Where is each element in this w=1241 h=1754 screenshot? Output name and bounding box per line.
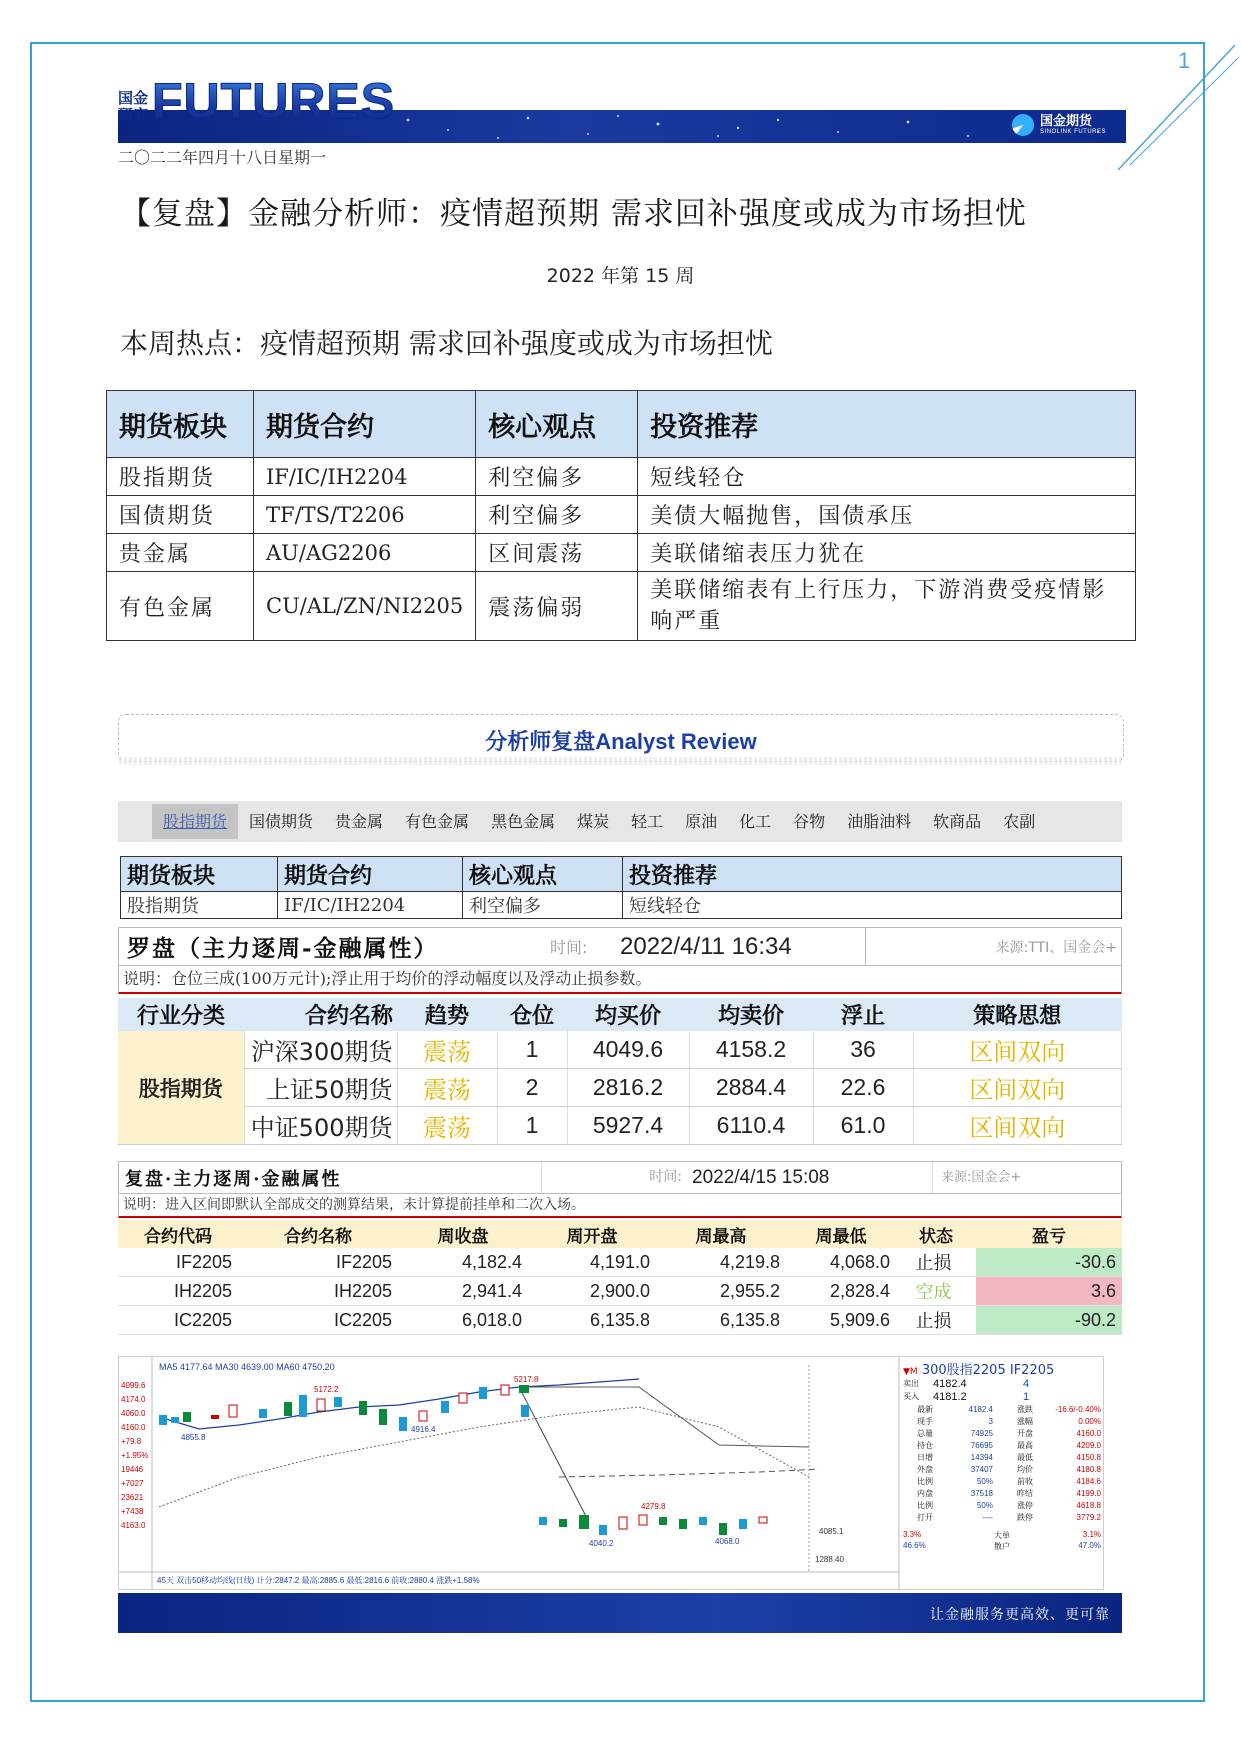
sector-cell: 股指期货: [107, 458, 254, 496]
trend-cell: 震荡: [397, 1031, 497, 1069]
left-label: 4099.6: [121, 1381, 146, 1390]
tab-stock-index[interactable]: 股指期货: [152, 804, 238, 839]
header-cell: 合约代码: [118, 1220, 238, 1248]
header-cell: 周开盘: [528, 1220, 656, 1248]
table-row: [118, 1107, 1122, 1145]
position-cell: 1: [497, 1031, 567, 1069]
avg-buy-cell: 2816.2: [567, 1069, 689, 1107]
position-cell: 2: [497, 1069, 567, 1107]
summary-header-row: [121, 857, 1122, 892]
peak-label: 4279.8: [641, 1502, 666, 1511]
source-label: 来源:国金会+: [932, 1162, 1121, 1193]
header-cell: 期货合约: [278, 857, 463, 892]
quote-row: [903, 1476, 1101, 1488]
header-cell: 核心观点: [463, 857, 623, 892]
header-cell: 周收盘: [398, 1220, 528, 1248]
quote-row: [903, 1464, 1101, 1476]
header-cell: 合约名称: [238, 1220, 398, 1248]
pnl-cell: -90.2: [976, 1306, 1122, 1335]
quote-label: 现手: [917, 1417, 933, 1426]
quote-value: 4618.8: [1076, 1501, 1101, 1510]
contract-name: 沪深300期货: [244, 1031, 397, 1069]
bottom-ratio-row: [903, 1530, 1101, 1541]
sell-row: [903, 1378, 1101, 1391]
contract-cell: TF/TS/T2206: [254, 496, 476, 534]
contract-cell: IF/IC/IH2204: [254, 458, 476, 496]
pnl-cell: -30.6: [976, 1248, 1122, 1277]
quote-value: 74925: [970, 1429, 993, 1438]
buy-price: 4181.2: [933, 1391, 967, 1403]
weekly-header-row: [118, 1220, 1122, 1248]
retail-label: 散户: [994, 1542, 1010, 1551]
week-high: 4,219.8: [656, 1248, 786, 1277]
header-cell: 策略思想: [913, 998, 1122, 1031]
sell-volume: 4: [1023, 1378, 1030, 1390]
buy-row: [903, 1391, 1101, 1404]
quote-row: [903, 1452, 1101, 1464]
view-cell: 震荡偏弱: [476, 572, 638, 641]
header-cell: 周最低: [786, 1220, 896, 1248]
quote-value: 50%: [976, 1477, 993, 1486]
tab-treasury[interactable]: 国债期货: [249, 812, 314, 831]
ratio-left: 3.3%: [903, 1530, 922, 1539]
analyst-review-title: 分析师复盘Analyst Review: [485, 729, 757, 754]
contract-code: IF2205: [118, 1248, 238, 1277]
company-name-cn: 国金期货: [1040, 114, 1093, 129]
header-cell: 期货板块: [121, 857, 278, 892]
tab-coal[interactable]: 煤炭: [577, 812, 610, 831]
compass-header-row: [118, 998, 1122, 1031]
quote-value: 4184.6: [1076, 1477, 1101, 1486]
week-low: 5,909.6: [786, 1306, 896, 1335]
quote-label: 昨结: [1017, 1489, 1033, 1498]
avg-sell-cell: 2884.4: [689, 1069, 813, 1107]
contract-name: IH2205: [238, 1277, 398, 1306]
compass-header: [118, 927, 1122, 966]
quote-label: 涨停: [1017, 1501, 1033, 1510]
title-reflection: [119, 757, 1123, 765]
quote-value: 4160.0: [1076, 1429, 1101, 1438]
quote-label: 打开: [917, 1513, 933, 1522]
stock-index-summary-table: [120, 856, 1122, 919]
week-high: 6,135.8: [656, 1306, 786, 1335]
time-value: 2022/4/11 16:34: [620, 928, 866, 965]
weekly-title: 复盘·主力逐周·金融属性: [125, 1168, 342, 1190]
view-cell: 利空偏多: [476, 496, 638, 534]
quote-label: 前收: [1017, 1477, 1033, 1486]
float-stop-cell: 36: [813, 1031, 913, 1069]
header-cell: 趋势: [397, 998, 497, 1031]
big-order-label: 大单: [994, 1531, 1010, 1540]
table-row: [118, 1069, 1122, 1107]
contract-cell: IF/IC/IH2204: [278, 892, 463, 919]
contract-cell: AU/AG2206: [254, 534, 476, 572]
quote-value: 4199.0: [1076, 1489, 1101, 1498]
brand-chinese: 国金研究: [118, 89, 149, 124]
table-row: [118, 1031, 1122, 1069]
source-label: 来源:TTI、国金会+: [995, 939, 1117, 956]
week-close: 6,018.0: [398, 1306, 528, 1335]
contract-name: IC2205: [238, 1306, 398, 1335]
quote-value: 37407: [970, 1465, 993, 1474]
sector-cell: 股指期货: [118, 1031, 244, 1145]
header-cell: 行业分类: [118, 998, 244, 1031]
table-row: [118, 1277, 1122, 1306]
quote-row: [903, 1416, 1101, 1428]
quote-value: 4180.8: [1076, 1465, 1101, 1474]
header-cell: 浮止: [813, 998, 913, 1031]
quote-label: 均价: [1017, 1465, 1033, 1474]
bottom-ratio-row-2: [903, 1541, 1101, 1552]
compass-title: 罗盘（主力逐周-金融属性）: [127, 935, 439, 962]
quote-value: 50%: [976, 1501, 993, 1510]
peak-label: 4916.4: [411, 1425, 436, 1434]
trend-cell: 震荡: [397, 1069, 497, 1107]
week-close: 2,941.4: [398, 1277, 528, 1306]
week-low: 4,068.0: [786, 1248, 896, 1277]
summary-table: [106, 390, 1136, 641]
header-cell: 投资推荐: [638, 391, 1136, 458]
quote-value: -16.6/-0.40%: [1055, 1405, 1101, 1414]
quote-value: 4182.4: [968, 1405, 993, 1414]
avg-buy-cell: 4049.6: [567, 1031, 689, 1069]
compass-note: 说明：仓位三成(100万元计);浮止用于均价的浮动幅度以及浮动止损参数。: [118, 966, 1122, 994]
quote-value: 3: [988, 1417, 993, 1426]
brand-futures-logo: FUTURES: [152, 73, 396, 129]
week-open: 4,191.0: [528, 1248, 656, 1277]
instrument-code: IF2205: [1009, 1363, 1055, 1378]
quote-label: 外盘: [917, 1465, 933, 1474]
table-row: [107, 496, 1136, 534]
week-open: 2,900.0: [528, 1277, 656, 1306]
ratio-right: 3.1%: [1082, 1530, 1101, 1539]
sinolink-logo: [1012, 114, 1106, 136]
tab-precious-metals[interactable]: 贵金属: [335, 812, 384, 831]
view-cell: 区间震荡: [476, 534, 638, 572]
time-label: 时间:: [541, 1162, 692, 1193]
float-stop-cell: 61.0: [813, 1107, 913, 1145]
sector-tab-bar: [118, 801, 1122, 842]
peak-label: 4855.8: [181, 1433, 206, 1442]
left-label: +1.95%: [121, 1451, 149, 1460]
summary-header-row: [107, 391, 1136, 458]
instrument-name: 300股指2205: [921, 1363, 1006, 1378]
quote-label: 涨跌: [1017, 1405, 1033, 1414]
avg-sell-cell: 4158.2: [689, 1031, 813, 1069]
company-name-en: SINOLINK FUTURES: [1040, 129, 1107, 135]
sector-cell: 股指期货: [121, 892, 278, 919]
weekly-note: 说明：进入区间即默认全部成交的测算结果，未计算提前挂单和二次入场。: [118, 1194, 1122, 1218]
status-cell: 止损: [896, 1248, 976, 1277]
peak-label: 1288.40: [815, 1555, 844, 1564]
quote-row: [903, 1512, 1101, 1524]
left-label: +7438: [121, 1507, 144, 1516]
week-open: 6,135.8: [528, 1306, 656, 1335]
footer-banner: [118, 1593, 1122, 1633]
table-row: [107, 534, 1136, 572]
header-cell: 期货合约: [254, 391, 476, 458]
tab-oils[interactable]: 油脂油料: [847, 812, 912, 831]
left-label: 4160.0: [121, 1423, 146, 1432]
week-high: 2,955.2: [656, 1277, 786, 1306]
left-label: 4163.0: [121, 1521, 146, 1530]
float-stop-cell: 22.6: [813, 1069, 913, 1107]
analyst-review-banner: [118, 714, 1124, 762]
header-cell: 均买价: [567, 998, 689, 1031]
quote-label: 内盘: [917, 1489, 933, 1498]
recommend-cell: 美联储缩表压力犹在: [638, 534, 1136, 572]
tab-grains[interactable]: 谷物: [793, 812, 826, 831]
sinolink-logo-icon: [1012, 114, 1034, 136]
peak-label: 5217.8: [514, 1375, 539, 1384]
tab-ferrous[interactable]: 黑色金属: [491, 812, 556, 831]
avg-sell-cell: 6110.4: [689, 1107, 813, 1145]
left-label: 23621: [121, 1493, 144, 1502]
peak-label: 4085.1: [819, 1527, 844, 1536]
quote-row: [903, 1488, 1101, 1500]
table-row: [107, 572, 1136, 641]
quote-label: 跌停: [1017, 1513, 1033, 1522]
quote-row: [903, 1500, 1101, 1512]
quote-label: 比例: [917, 1501, 933, 1510]
quote-rows: [903, 1404, 1101, 1524]
trading-chart-screenshot: [118, 1356, 1104, 1590]
contract-code: IH2205: [118, 1277, 238, 1306]
contract-name: 中证500期货: [244, 1107, 397, 1145]
recommend-cell: 美债大幅抛售，国债承压: [638, 496, 1136, 534]
quote-value: ----: [982, 1513, 993, 1522]
footer-slogan: 让金融服务更高效、更可靠: [930, 1607, 1110, 1623]
quote-value: 14394: [970, 1453, 993, 1462]
bottom-axis-info: 45天 双击50移动均线(日线) 计分:2847.2 最高:2885.6 最低:2816.6 前收:2880.4 涨跌+1.58%: [157, 1576, 480, 1585]
header-cell: 投资推荐: [623, 857, 1122, 892]
pnl-cell: 3.6: [976, 1277, 1122, 1306]
header-cell: 状态: [896, 1220, 976, 1248]
quote-label: 日增: [917, 1453, 933, 1462]
header-cell: 盈亏: [976, 1220, 1122, 1248]
quote-value: 0.00%: [1078, 1417, 1101, 1426]
quote-label: 最低: [1017, 1453, 1033, 1462]
view-cell: 利空偏多: [476, 458, 638, 496]
time-label: 时间:: [550, 938, 588, 957]
header-cell: 周最高: [656, 1220, 786, 1248]
left-label: +7027: [121, 1479, 144, 1488]
peak-label: 4068.0: [715, 1537, 740, 1546]
quote-label: 总量: [917, 1429, 933, 1438]
quote-value: 76695: [970, 1441, 993, 1450]
ratio-left-2: 46.6%: [903, 1541, 926, 1550]
weekly-hotspot: 本周热点：疫情超预期 需求回补强度或成为市场担忧: [120, 327, 773, 360]
quote-value: 3779.2: [1076, 1513, 1101, 1522]
quote-row: [903, 1404, 1101, 1416]
quote-value: 4150.8: [1076, 1453, 1101, 1462]
recommend-cell: 短线轻仓: [638, 458, 1136, 496]
menu-icon[interactable]: ▼M: [903, 1367, 918, 1377]
week-low: 2,828.4: [786, 1277, 896, 1306]
recommend-cell: 美联储缩表有上行压力，下游消费受疫情影响严重: [638, 572, 1136, 641]
weekly-header: [118, 1161, 1122, 1194]
quote-label: 比例: [917, 1477, 933, 1486]
quote-title-row: [903, 1359, 1101, 1378]
header-cell: 合约名称: [244, 998, 397, 1031]
time-value: 2022/4/15 15:08: [692, 1166, 830, 1188]
strategy-cell: 区间双向: [913, 1107, 1122, 1145]
recommend-cell: 短线轻仓: [623, 892, 1122, 919]
left-label: +79.8: [121, 1437, 142, 1446]
header-cell: 核心观点: [476, 391, 638, 458]
report-week: 2022 年第 15 周: [546, 265, 695, 287]
trend-cell: 震荡: [397, 1107, 497, 1145]
table-row: [118, 1306, 1122, 1335]
header-cell: 期货板块: [107, 391, 254, 458]
status-cell: 止损: [896, 1306, 976, 1335]
sector-cell: 有色金属: [107, 572, 254, 641]
quote-row: [903, 1428, 1101, 1440]
tab-agri-byproducts[interactable]: 农副: [1003, 812, 1036, 831]
quote-value: 4209.0: [1076, 1441, 1101, 1450]
view-cell: 利空偏多: [463, 892, 623, 919]
table-row: [121, 892, 1122, 919]
sector-cell: 贵金属: [107, 534, 254, 572]
week-close: 4,182.4: [398, 1248, 528, 1277]
contract-name: 上证50期货: [244, 1069, 397, 1107]
quote-label: 开盘: [1017, 1429, 1033, 1438]
left-price-column: [121, 1379, 151, 1533]
quote-value: 37518: [970, 1489, 993, 1498]
quote-row: [903, 1440, 1101, 1452]
left-label: 4174.0: [121, 1395, 146, 1404]
sell-price: 4182.4: [933, 1378, 967, 1390]
quote-label: 最新: [917, 1405, 933, 1414]
table-row: [107, 458, 1136, 496]
tab-softs[interactable]: 软商品: [933, 812, 982, 831]
weekly-review-panel: [118, 1161, 1122, 1331]
tab-nonferrous[interactable]: 有色金属: [405, 812, 470, 831]
tab-light-industry[interactable]: 轻工: [631, 812, 664, 831]
tab-chemicals[interactable]: 化工: [739, 812, 772, 831]
sector-cell: 国债期货: [107, 496, 254, 534]
position-cell: 1: [497, 1107, 567, 1145]
table-row: [118, 1248, 1122, 1277]
quote-label: 涨幅: [1017, 1417, 1033, 1426]
left-label: 19446: [121, 1465, 144, 1474]
compass-table: [118, 998, 1122, 1145]
tab-crude-oil[interactable]: 原油: [685, 812, 718, 831]
quote-label: 最高: [1017, 1441, 1033, 1450]
strategy-cell: 区间双向: [913, 1031, 1122, 1069]
avg-buy-cell: 5927.4: [567, 1107, 689, 1145]
weekly-table: [118, 1220, 1122, 1335]
buy-volume: 1: [1023, 1391, 1030, 1403]
compass-panel: [118, 927, 1122, 1142]
status-cell: 空成: [896, 1277, 976, 1306]
report-date: 二〇二二年四月十八日星期一: [118, 148, 327, 167]
contract-name: IF2205: [238, 1248, 398, 1277]
peak-label: 4040.2: [589, 1539, 614, 1548]
header-cell: 仓位: [497, 998, 567, 1031]
quote-label: 持仓: [917, 1441, 933, 1450]
strategy-cell: 区间双向: [913, 1069, 1122, 1107]
report-title: 【复盘】金融分析师：疫情超预期 需求回补强度或成为市场担忧: [120, 196, 1027, 232]
buy-label: 买入: [903, 1392, 919, 1401]
sell-label: 卖出: [903, 1379, 919, 1388]
ma-legend: MA5 4177.64 MA30 4639.00 MA60 4750.20: [159, 1362, 335, 1372]
header-cell: 均卖价: [689, 998, 813, 1031]
contract-cell: CU/AL/ZN/NI2205: [254, 572, 476, 641]
page-number: 1: [1178, 48, 1191, 73]
peak-label: 5172.2: [314, 1385, 339, 1394]
quote-panel: [903, 1359, 1101, 1552]
ratio-right-2: 47.0%: [1078, 1541, 1101, 1550]
contract-code: IC2205: [118, 1306, 238, 1335]
left-label: 4060.0: [121, 1409, 146, 1418]
corner-decoration: [1110, 40, 1240, 170]
